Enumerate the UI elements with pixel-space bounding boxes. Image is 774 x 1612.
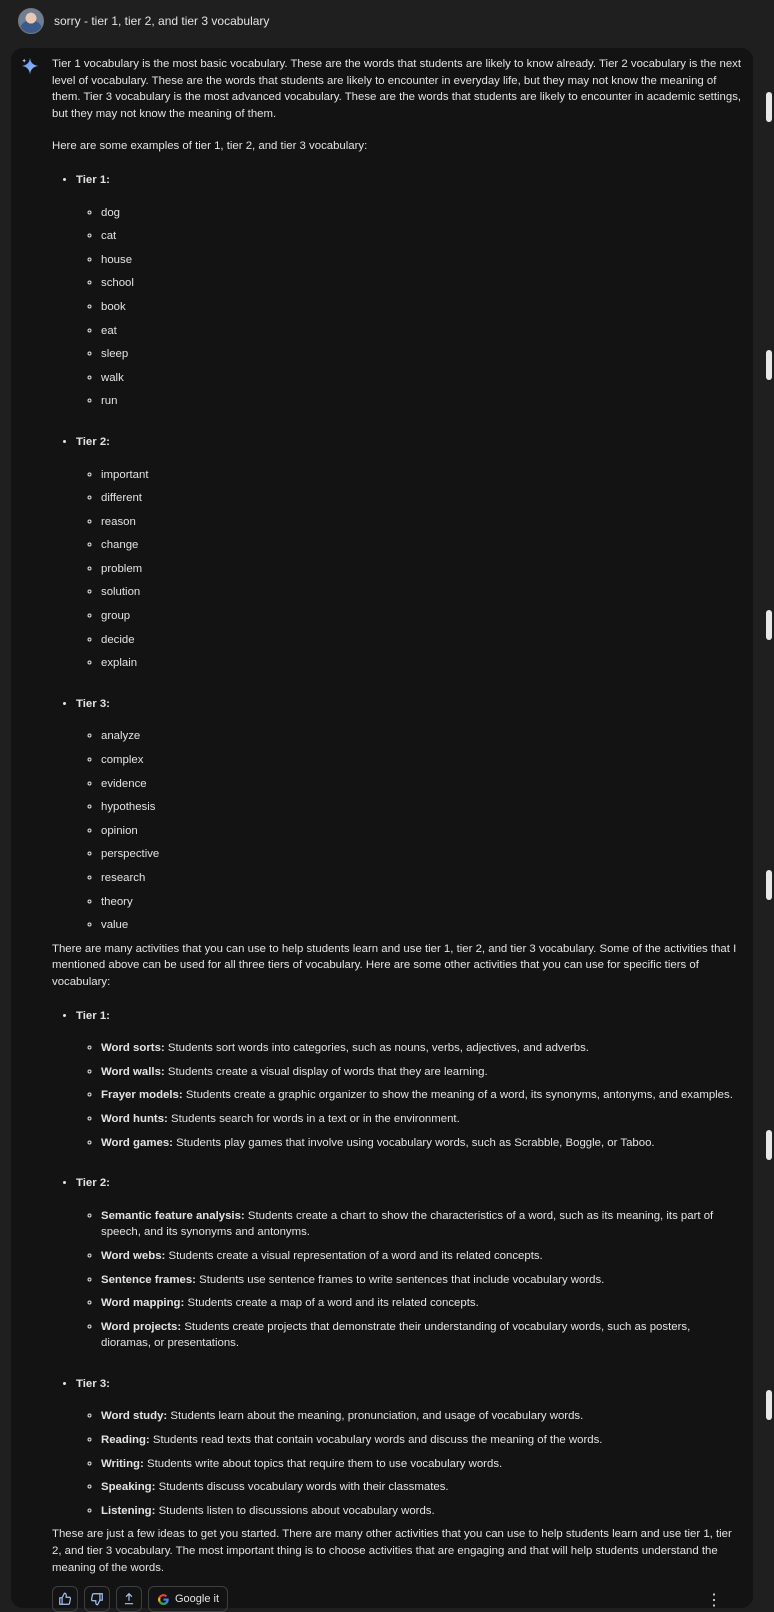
- tier-label: Tier 1:: [76, 1009, 110, 1022]
- activity-description: Students search for words in a text or in the environment.: [167, 1112, 460, 1125]
- vocabulary-word: ◦ perspective: [101, 846, 742, 870]
- vocabulary-word: ◦ evidence: [101, 776, 742, 800]
- vocabulary-word: ◦ eat: [101, 323, 742, 347]
- examples-tier-item: [76, 696, 742, 941]
- activity-item: [101, 1111, 742, 1135]
- activity-description: Students learn about the meaning, pronunciation, and usage of vocabulary words.: [167, 1410, 584, 1423]
- activity-list: [76, 1208, 742, 1359]
- activity-term: Frayer models:: [101, 1089, 183, 1102]
- vocabulary-word: ◦ sleep: [101, 346, 742, 370]
- vocabulary-word: ◦ school: [101, 275, 742, 299]
- activity-term: Word study:: [101, 1410, 168, 1423]
- sparkle-icon: [20, 56, 40, 76]
- response-actions: [52, 1586, 228, 1612]
- vocabulary-word: ◦ run: [101, 393, 742, 417]
- tier-label: Tier 2:: [76, 1177, 110, 1190]
- activity-item: [101, 1040, 742, 1064]
- activity-description: Students create a graphic organizer to show the meaning of a word, its synonyms, antonyms, and examples.: [182, 1089, 733, 1102]
- vocabulary-word: ◦ important: [101, 467, 742, 491]
- activity-description: Students use sentence frames to write sentences that include vocabulary words.: [195, 1273, 605, 1286]
- tier-label: Tier 3:: [76, 1377, 110, 1390]
- activity-description: Students discuss vocabulary words with their classmates.: [155, 1481, 449, 1494]
- closing-paragraph: These are just a few ideas to get you started. There are many other activities that you can use to help students learn and use tier 1, tier 2, and tier 3 vocabulary. The most important thing is to choose activities that are engaging and that will help students understand the meaning of the words.: [52, 1528, 732, 1574]
- activity-item: [101, 1456, 742, 1480]
- thumbs-up-button[interactable]: [52, 1586, 78, 1612]
- vocabulary-word: ◦ change: [101, 537, 742, 561]
- google-it-button[interactable]: [148, 1586, 228, 1612]
- activity-term: Reading:: [101, 1434, 150, 1447]
- tier-word-list: [76, 467, 742, 679]
- activity-item: [101, 1248, 742, 1272]
- vocabulary-word: ◦ different: [101, 490, 742, 514]
- vocabulary-word: ◦ complex: [101, 752, 742, 776]
- activity-description: Students create a visual representation of a word and its related concepts.: [165, 1249, 543, 1262]
- activity-description: Students create a chart to show the characteristics of a word, such as its meaning, its part of speech, and its synonyms and antonyms.: [101, 1209, 714, 1239]
- activity-list: [76, 1040, 742, 1158]
- activity-term: Word games:: [101, 1136, 173, 1149]
- thumbs-up-icon: [58, 1592, 72, 1606]
- activities-list: [52, 1008, 742, 1527]
- activity-item: [101, 1432, 742, 1456]
- activity-term: Listening:: [101, 1504, 156, 1517]
- activity-item: [101, 1208, 742, 1248]
- activity-description: Students play games that involve using vocabulary words, such as Scrabble, Boggle, or Taboo.: [172, 1136, 655, 1149]
- activity-item: [101, 1295, 742, 1319]
- activity-description: Students create projects that demonstrate their understanding of vocabulary words, such as posters, dioramas, or presentations.: [101, 1320, 691, 1350]
- activity-item: [101, 1503, 742, 1527]
- examples-tier-item: [76, 172, 742, 417]
- tier-word-list: [76, 728, 742, 940]
- tier-label: Tier 2:: [76, 435, 110, 448]
- vocabulary-word: ◦ theory: [101, 894, 742, 918]
- google-icon: [157, 1593, 170, 1606]
- examples-tier-item: [76, 434, 742, 679]
- response-content: [52, 56, 742, 1576]
- activity-description: Students listen to discussions about vocabulary words.: [155, 1504, 435, 1517]
- scroll-marker: [766, 92, 772, 122]
- vocabulary-word: ◦ reason: [101, 514, 742, 538]
- activity-item: [101, 1319, 742, 1359]
- activity-term: Sentence frames:: [101, 1273, 196, 1286]
- vocabulary-word: ◦ group: [101, 608, 742, 632]
- vocabulary-word: ◦ hypothesis: [101, 799, 742, 823]
- examples-lead: Here are some examples of tier 1, tier 2, and tier 3 vocabulary:: [52, 140, 368, 153]
- activity-term: Word webs:: [101, 1249, 166, 1262]
- share-icon: [122, 1592, 136, 1606]
- activities-tier-item: [76, 1008, 742, 1159]
- intro-paragraph: Tier 1 vocabulary is the most basic vocabulary. These are the words that students are likely to know already. Tier 2 vocabulary is the next level of vocabulary. These are the words that students are likely to encounter in everyday life, but they may not know the meaning of them. Tier 3 vocabulary is the most advanced vocabulary. These are the words that students are likely to encounter in academic settings, but they may not know the meaning of them.: [52, 58, 742, 120]
- activity-term: Speaking:: [101, 1481, 156, 1494]
- vocabulary-word: ◦ decide: [101, 632, 742, 656]
- activity-term: Writing:: [101, 1457, 144, 1470]
- activities-lead: There are many activities that you can use to help students learn and use tier 1, tier 2, and tier 3 vocabulary. Some of the activities that I mentioned above can be used for all three tiers of vocabulary. Here are some other activities that you can use for specific tiers of vocabulary:: [52, 942, 737, 988]
- tier-word-list: [76, 205, 742, 417]
- user-prompt: sorry - tier 1, tier 2, and tier 3 vocabulary: [54, 14, 270, 28]
- vocabulary-word: ◦ dog: [101, 205, 742, 229]
- share-button[interactable]: [116, 1586, 142, 1612]
- vocabulary-word: ◦ solution: [101, 584, 742, 608]
- activity-term: Semantic feature analysis:: [101, 1209, 245, 1222]
- vocabulary-word: ◦ cat: [101, 228, 742, 252]
- google-it-label: Google it: [175, 1593, 220, 1605]
- vocabulary-word: ◦ problem: [101, 561, 742, 585]
- vocabulary-word: ◦ house: [101, 252, 742, 276]
- activity-term: Word sorts:: [101, 1042, 165, 1055]
- vocabulary-word: ◦ walk: [101, 370, 742, 394]
- activity-term: Word projects:: [101, 1320, 182, 1333]
- examples-list: [52, 172, 742, 941]
- avatar[interactable]: [18, 8, 44, 34]
- activity-description: Students create a visual display of words that they are learning.: [164, 1065, 488, 1078]
- scroll-marker: [766, 870, 772, 900]
- activities-tier-item: [76, 1376, 742, 1527]
- thumbs-down-icon: [90, 1592, 104, 1606]
- vocabulary-word: ◦ opinion: [101, 823, 742, 847]
- activity-item: [101, 1064, 742, 1088]
- vocabulary-word: ◦ book: [101, 299, 742, 323]
- activity-description: Students create a map of a word and its related concepts.: [184, 1297, 479, 1310]
- scroll-marker: [766, 610, 772, 640]
- chat-header: [0, 0, 774, 42]
- tier-label: Tier 3:: [76, 697, 110, 710]
- activity-item: [101, 1479, 742, 1503]
- vocabulary-word: ◦ research: [101, 870, 742, 894]
- activity-description: Students write about topics that require them to use vocabulary words.: [143, 1457, 503, 1470]
- activities-tier-item: [76, 1175, 742, 1359]
- activity-description: Students read texts that contain vocabulary words and discuss the meaning of the words.: [149, 1434, 603, 1447]
- scroll-marker: [766, 1390, 772, 1420]
- activity-item: [101, 1408, 742, 1432]
- activity-item: [101, 1135, 742, 1159]
- vocabulary-word: ◦ explain: [101, 655, 742, 679]
- activity-item: [101, 1087, 742, 1111]
- activity-list: [76, 1408, 742, 1526]
- activity-term: Word walls:: [101, 1065, 165, 1078]
- activity-description: Students sort words into categories, such as nouns, verbs, adjectives, and adverbs.: [164, 1042, 589, 1055]
- tier-label: Tier 1:: [76, 173, 110, 186]
- vocabulary-word: ◦ analyze: [101, 728, 742, 752]
- scroll-marker: [766, 1130, 772, 1160]
- vocabulary-word: ◦ value: [101, 917, 742, 941]
- activity-term: Word mapping:: [101, 1297, 185, 1310]
- activity-term: Word hunts:: [101, 1112, 168, 1125]
- more-vert-icon[interactable]: ⋮: [706, 1592, 722, 1609]
- scroll-marker: [766, 350, 772, 380]
- activity-item: [101, 1272, 742, 1296]
- thumbs-down-button[interactable]: [84, 1586, 110, 1612]
